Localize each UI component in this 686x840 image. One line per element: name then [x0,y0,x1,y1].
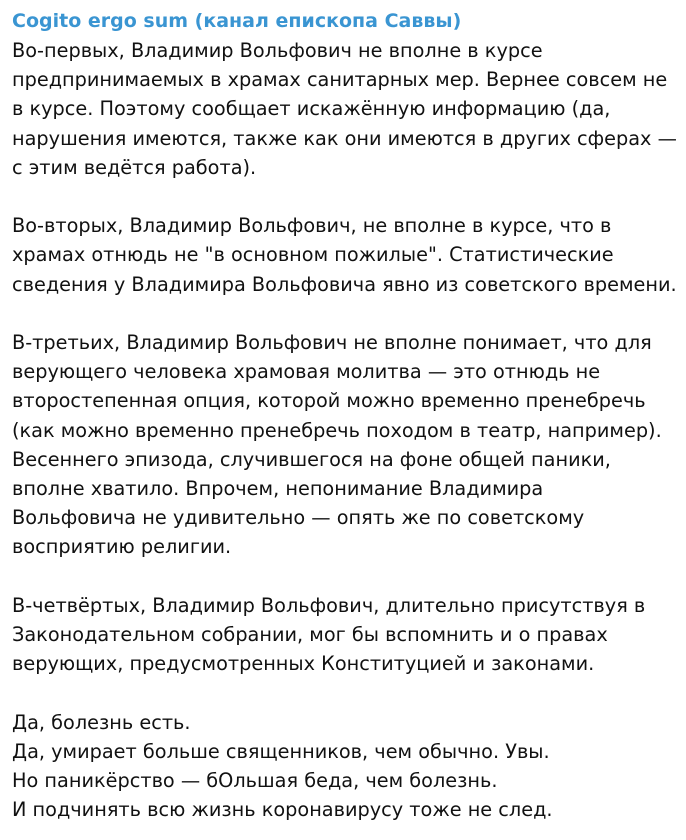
text-line: верующего человека храмовая молитва — это отнюдь не [12,360,601,384]
text-line: Во-вторых, Владимир Вольфович, не вполне в курсе, что в [12,214,612,238]
post-text [12,36,680,824]
text-line: храмах отнюдь не "в основном пожилые". Статистические [12,243,614,267]
text-line: верующих, предусмотренных Конституцией и законами. [12,652,595,676]
post-paragraph-4 [12,591,680,679]
text-line: нарушения имеются, также как они имеются в других сферах — [12,126,677,150]
text-line: предпринимаемых в храмах санитарных мер. Вернее совсем не [12,68,668,92]
text-line: И подчинять всю жизнь коронавирусу тоже не след. [12,798,553,822]
text-line: Весеннего эпизода, случившегося на фоне общей паники, [12,447,611,471]
text-line: Да, умирает больше священников, чем обычно. Увы. [12,739,550,763]
message-bubble [12,8,680,824]
text-line: в курсе. Поэтому сообщает искажённую информацию (да, [12,97,611,121]
post-paragraph-1 [12,36,680,182]
post-paragraph-3 [12,328,680,562]
text-line: сведения у Владимира Вольфовича явно из советского времени. [12,272,677,296]
text-line: второстепенная опция, которой можно временно пренебречь [12,389,646,413]
text-line: (как можно временно пренебречь походом в театр, например). [12,418,662,442]
text-line: В-третьих, Владимир Вольфович не вполне понимает, что для [12,331,652,354]
text-line: Вольфовича не удивительно — опять же по советскому [12,506,585,530]
text-line: Законодательном собрании, мог бы вспомнить и о правах [12,623,608,647]
text-line: восприятию религии. [12,535,232,559]
text-line: с этим ведётся работа). [12,155,257,179]
text-line: Но паникёрство — бОльшая беда, чем болезнь. [12,769,498,793]
channel-name-link[interactable]: Cogito ergo sum (канал епископа Саввы) [12,10,462,32]
post-paragraph-5 [12,708,680,825]
post-paragraph-2 [12,211,680,299]
text-line: Во-первых, Владимир Вольфович не вполне в курсе [12,39,543,62]
text-line: Да, болезнь есть. [12,710,191,734]
text-line: В-четвёртых, Владимир Вольфович, длительно присутствуя в [12,593,646,617]
text-line: вполне хватило. Впрочем, непонимание Владимира [12,477,544,501]
